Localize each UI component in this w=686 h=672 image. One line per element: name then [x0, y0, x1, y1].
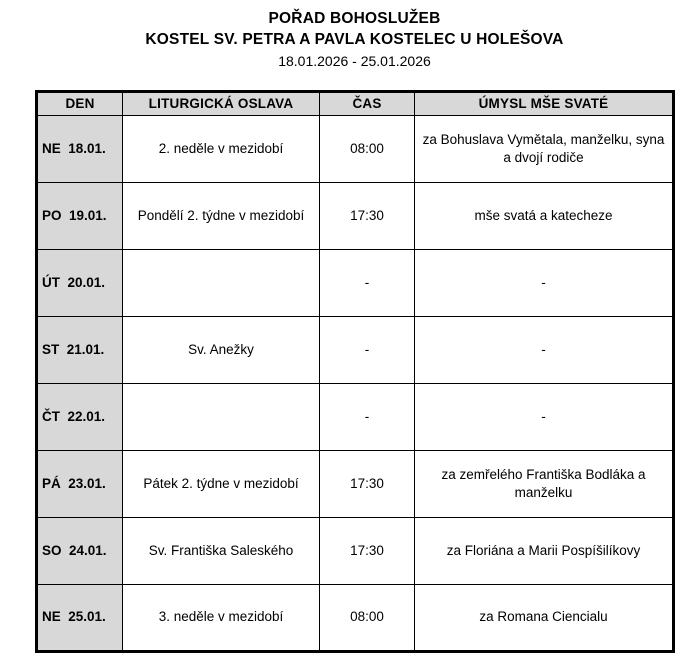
table-header-row: [37, 92, 674, 116]
table-row: [37, 249, 674, 316]
celebration-cell: Pátek 2. týdne v mezidobí: [123, 450, 320, 517]
header-celebration: LITURGICKÁ OSLAVA: [123, 92, 320, 116]
day-cell: ČT 22.01.: [37, 383, 123, 450]
time-cell: 17:30: [320, 450, 415, 517]
table-row: [37, 383, 674, 450]
celebration-cell: 3. neděle v mezidobí: [123, 584, 320, 651]
intention-cell: za Bohuslava Vymětala, manželku, syna a dvojí rodiče: [415, 115, 674, 182]
day-cell: SO 24.01.: [37, 517, 123, 584]
celebration-cell: 2. neděle v mezidobí: [123, 115, 320, 182]
header-day: DEN: [37, 92, 123, 116]
celebration-cell: [123, 383, 320, 450]
table-row: [37, 584, 674, 651]
time-cell: 17:30: [320, 182, 415, 249]
header-time: ČAS: [320, 92, 415, 116]
time-cell: 17:30: [320, 517, 415, 584]
page-title: [37, 8, 672, 72]
day-cell: NE 18.01.: [37, 115, 123, 182]
celebration-cell: Pondělí 2. týdne v mezidobí: [123, 182, 320, 249]
mass-schedule-table: [35, 90, 675, 653]
table-row: [37, 182, 674, 249]
intention-cell: mše svatá a katecheze: [415, 182, 674, 249]
time-cell: -: [320, 249, 415, 316]
time-cell: 08:00: [320, 115, 415, 182]
day-cell: NE 25.01.: [37, 584, 123, 651]
table-row: [37, 450, 674, 517]
time-cell: 08:00: [320, 584, 415, 651]
table-row: [37, 517, 674, 584]
celebration-cell: [123, 249, 320, 316]
time-cell: -: [320, 316, 415, 383]
intention-cell: -: [415, 383, 674, 450]
intention-cell: za zemřelého Františka Bodláka a manželku: [415, 450, 674, 517]
table-row: [37, 115, 674, 182]
time-cell: -: [320, 383, 415, 450]
intention-cell: -: [415, 316, 674, 383]
celebration-cell: Sv. Františka Saleského: [123, 517, 320, 584]
table-row: [37, 316, 674, 383]
header-intention: ÚMYSL MŠE SVATÉ: [415, 92, 674, 116]
intention-cell: za Romana Ciencialu: [415, 584, 674, 651]
church-name: KOSTEL SV. PETRA A PAVLA KOSTELEC U HOLEŠOVA: [145, 31, 564, 48]
day-cell: ST 21.01.: [37, 316, 123, 383]
document-title: POŘAD BOHOSLUŽEB: [268, 10, 441, 27]
day-cell: PÁ 23.01.: [37, 450, 123, 517]
intention-cell: -: [415, 249, 674, 316]
celebration-cell: Sv. Anežky: [123, 316, 320, 383]
day-cell: PO 19.01.: [37, 182, 123, 249]
intention-cell: za Floriána a Marii Pospíšilíkovy: [415, 517, 674, 584]
date-range: 18.01.2026 - 25.01.2026: [278, 53, 431, 69]
day-cell: ÚT 20.01.: [37, 249, 123, 316]
